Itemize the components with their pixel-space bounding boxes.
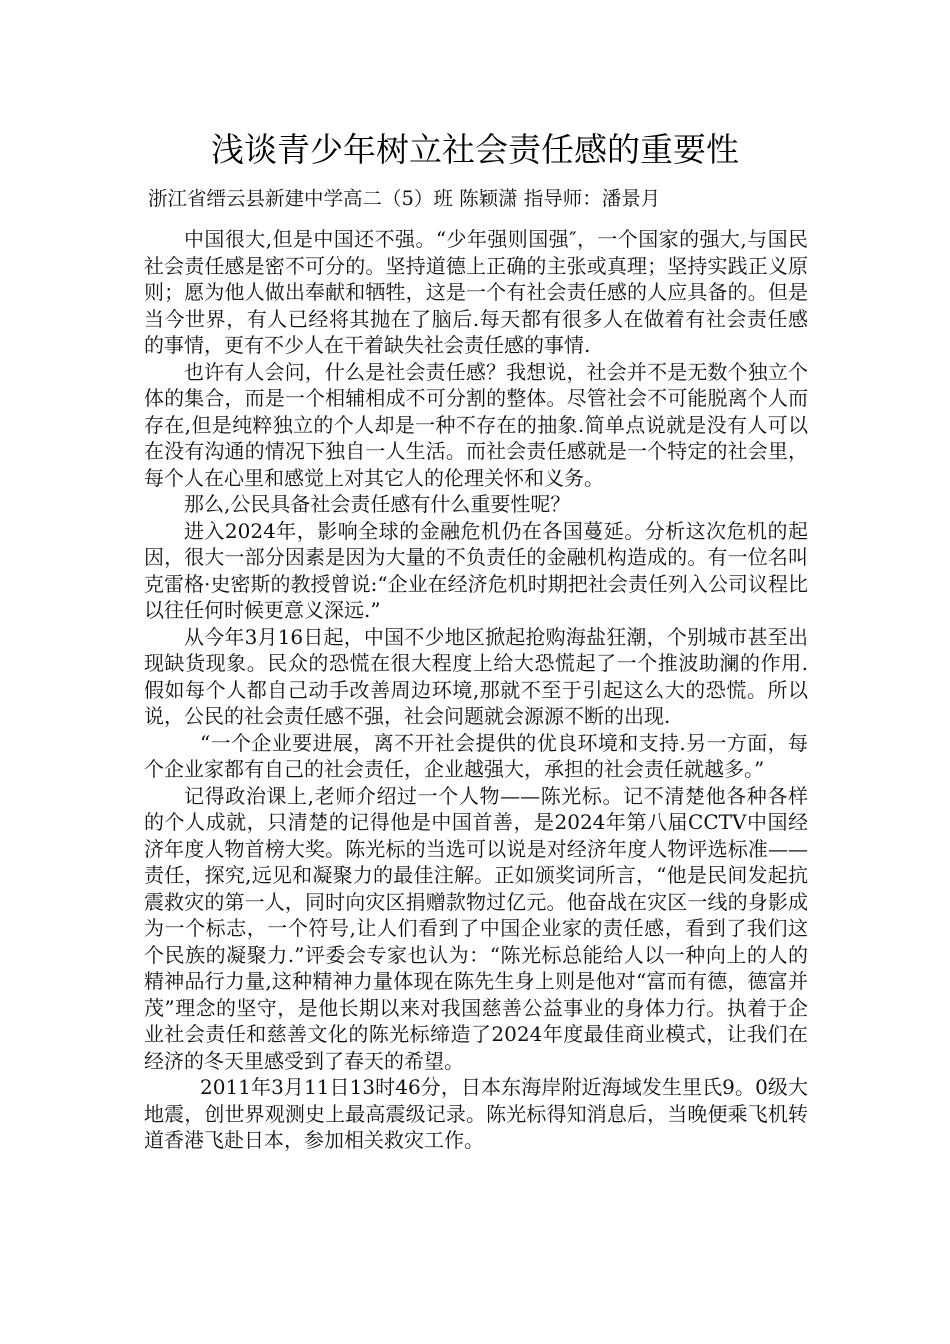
paragraph-1: 中国很大,但是中国还不强。“少年强则国强″，一个国家的强大,与国民社会责任感是密不可分的。坚持道德上正确的主张或真理；坚持实践正义原则；愿为他人做出奉献和牺牲，这是一个有社会责任感的人应具备的。但是当今世界，有人已经将其抛在了脑后.每天都有很多人在做着有社会责任感的事情，更有不少人在干着缺失社会责任感的事情. bbox=[144, 227, 808, 357]
author-byline: 浙江省缙云县新建中学高二（5）班 陈颖潇 指导师：潘景月 bbox=[148, 187, 661, 210]
paragraph-4: 进入2024年，影响全球的金融危机仍在各国蔓延。分析这次危机的起因，很大一部分因素是因为大量的不负责任的金融机构造成的。有一位名叫克雷格·史密斯的教授曾说:“企业在经济危机时期把社会责任列入公司议程比以往任何时候更意义深远.” bbox=[144, 518, 808, 622]
paragraph-5: 从今年3月16日起，中国不少地区掀起抢购海盐狂潮，个别城市甚至出现缺货现象。民众的恐慌在很大程度上给大恐慌起了一个推波助澜的作用.假如每个人都自己动手改善周边环境,那就不至于引起这么大的恐慌。所以说，公民的社会责任感不强，社会问题就会源源不断的出现. bbox=[144, 624, 808, 728]
paragraph-3: 那么,公民具备社会责任感有什么重要性呢？ bbox=[184, 492, 571, 516]
paragraph-7: 记得政治课上,老师介绍过一个人物——陈光标。记不清楚他各种各样的个人成就，只清楚的记得他是中国首善，是2024年第八届CCTV中国经济年度人物首榜大奖。陈光标的当选可以说是对经济年度人物评选标准——责任，探究,远见和凝聚力的最佳注解。正如颁奖词所言，“他是民间发起抗震救灾的第一人，同时向灾区捐赠款物过亿元。他奋战在灾区一线的身影成为一个标志，一个符号,让人们看到了中国企业家的责任感，看到了我们这个民族的凝聚力.”评委会专家也认为：“陈光标总能给人以一种向上的人的精神品行力量,这种精神力量体现在陈先生身上则是他对“富而有德，德富并茂”理念的坚守，是他长期以来对我国慈善公益事业的身体力行。执着于企业社会责任和慈善文化的陈光标缔造了2024年度最佳商业模式，让我们在经济的冬天里感受到了春天的希望。 bbox=[144, 783, 808, 1073]
paragraph-2: 也许有人会问，什么是社会责任感？我想说，社会并不是无数个独立个体的集合，而是一个相辅相成不可分割的整体。尽管社会不可能脱离个人而存在,但是纯粹独立的个人却是一种不存在的抽象.简单点说就是没有人可以在没有沟通的情况下独自一人生活。而社会责任感就是一个特定的社会里，每个人在心里和感觉上对其它人的伦理关怀和义务。 bbox=[144, 359, 808, 490]
paragraph-6: “一个企业要进展，离不开社会提供的优良环境和支持.另一方面，每个企业家都有自己的社会责任，企业越强大，承担的社会责任就越多。” bbox=[144, 730, 808, 781]
document-title: 浅谈青少年树立社会责任感的重要性 bbox=[211, 130, 739, 169]
document-body bbox=[144, 226, 808, 1154]
paragraph-8: 2011年3月11日13时46分，日本东海岸附近海域发生里氏9。0级大地震，创世界观测史上最高震级记录。陈光标得知消息后，当晚便乘飞机转道香港飞赴日本，参加相关救灾工作。 bbox=[144, 1075, 808, 1152]
